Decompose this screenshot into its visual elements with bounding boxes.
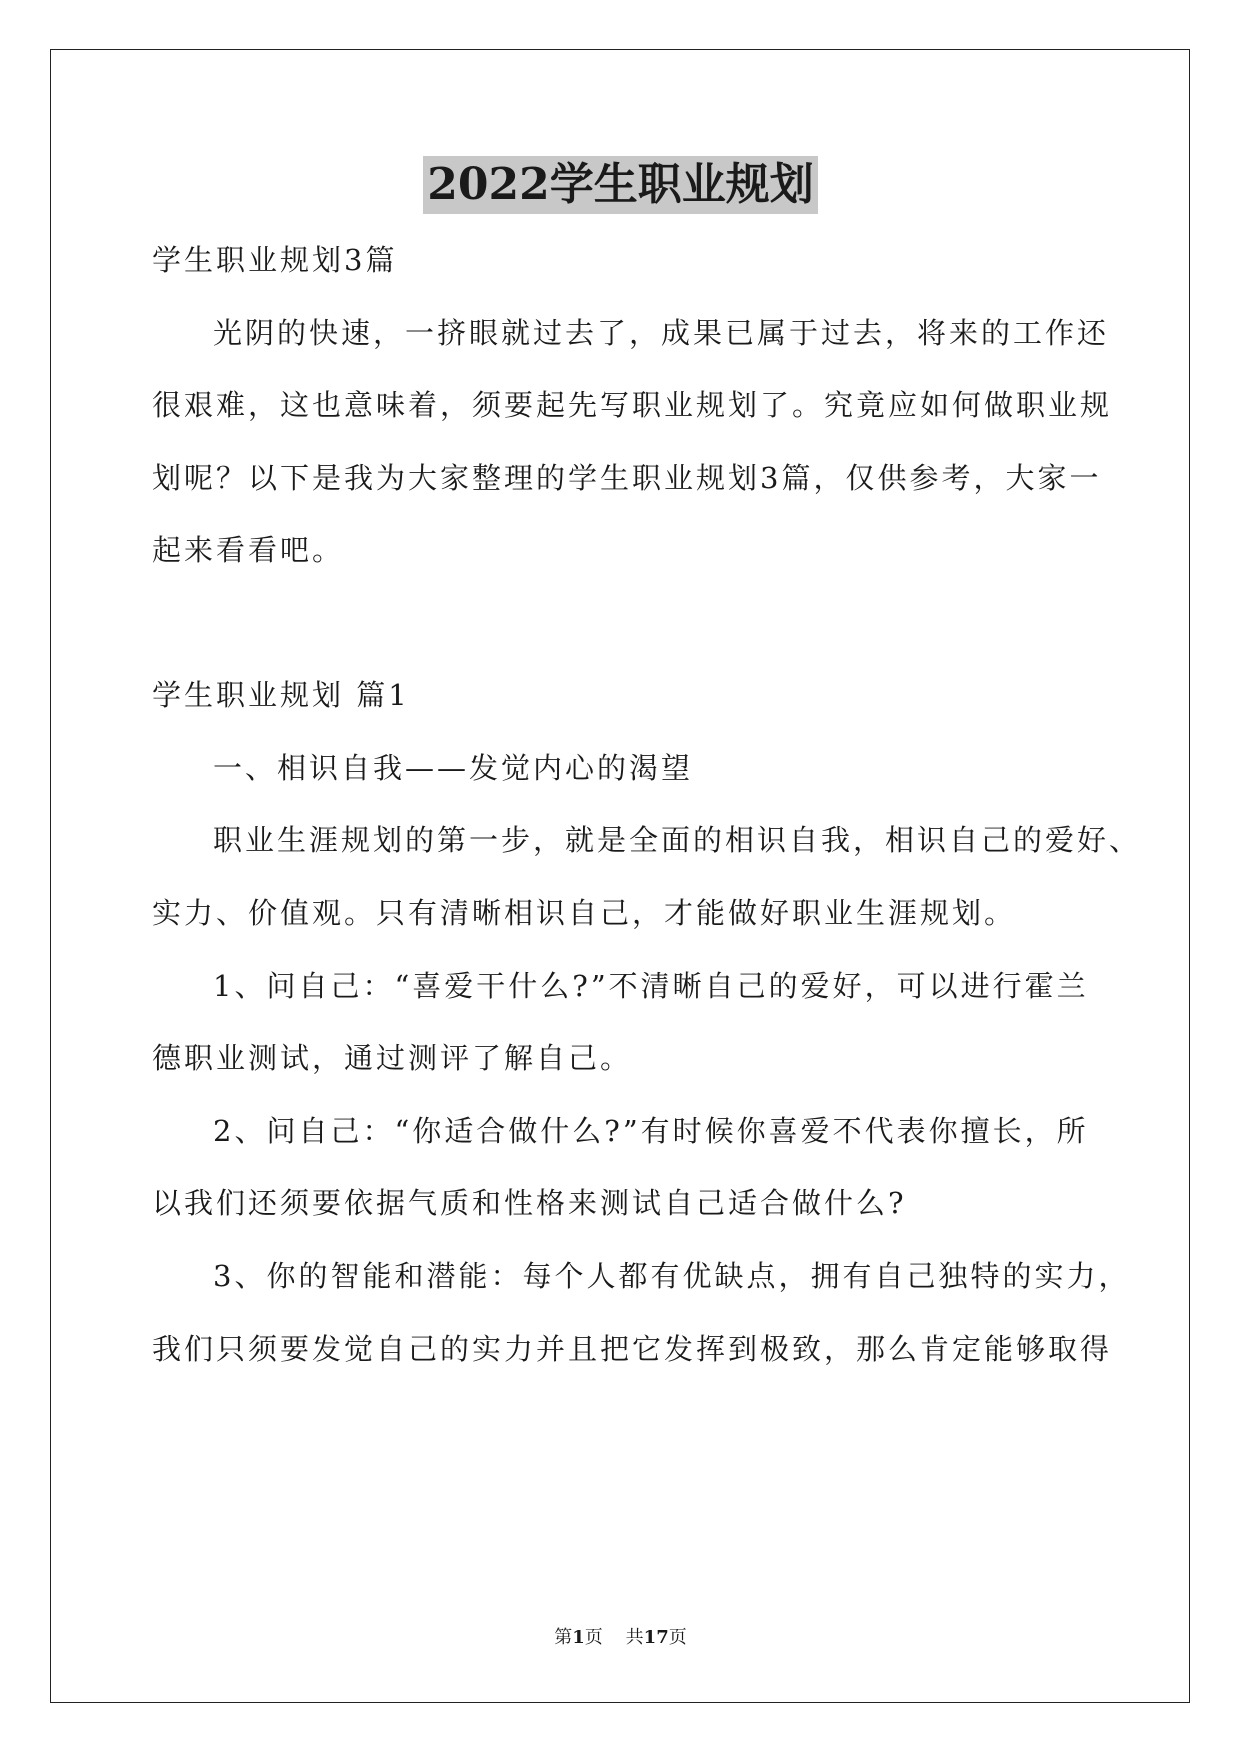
footer-total-prefix: 共 <box>625 1627 644 1648</box>
section-line-1: 一、相识自我——发觉内心的渴望 <box>213 751 694 785</box>
footer-total-pages: 17 <box>643 1627 669 1648</box>
footer-total-suffix: 页 <box>668 1627 687 1648</box>
footer-page-prefix: 第 <box>554 1627 573 1648</box>
section-line-3: 实力、价值观。只有清晰相识自己，才能做好职业生涯规划。 <box>152 896 1017 930</box>
footer-page-suffix: 页 <box>584 1627 603 1648</box>
title-container <box>0 156 1241 214</box>
document-subtitle: 学生职业规划3篇 <box>152 243 398 277</box>
intro-line-4: 起来看看吧。 <box>152 533 345 567</box>
page-border <box>50 49 1190 1703</box>
page-footer <box>0 1626 1241 1650</box>
section-line-9: 我们只须要发觉自己的实力并且把它发挥到极致，那么肯定能够取得 <box>152 1332 1113 1366</box>
section-line-8: 3、你的智能和潜能：每个人都有优缺点，拥有自己独特的实力， <box>213 1259 1131 1293</box>
section-line-2: 职业生涯规划的第一步，就是全面的相识自我，相识自己的爱好、 <box>213 823 1142 857</box>
intro-line-1: 光阴的快速，一挤眼就过去了，成果已属于过去，将来的工作还 <box>213 316 1110 350</box>
section-heading: 学生职业规划 篇1 <box>152 678 410 712</box>
footer-page-number: 1 <box>572 1627 585 1648</box>
section-line-7: 以我们还须要依据气质和性格来测试自己适合做什么? <box>152 1186 907 1220</box>
section-line-4: 1、问自己：“喜爱干什么?”不清晰自己的爱好，可以进行霍兰 <box>213 969 1089 1003</box>
intro-line-2: 很艰难，这也意味着，须要起先写职业规划了。究竟应如何做职业规 <box>152 388 1113 422</box>
section-line-5: 德职业测试，通过测评了解自己。 <box>152 1041 633 1075</box>
intro-line-3: 划呢？以下是我为大家整理的学生职业规划3篇，仅供参考，大家一 <box>152 461 1102 495</box>
document-title: 2022学生职业规划 <box>423 156 817 214</box>
section-line-6: 2、问自己：“你适合做什么?”有时候你喜爱不代表你擅长，所 <box>213 1114 1089 1148</box>
